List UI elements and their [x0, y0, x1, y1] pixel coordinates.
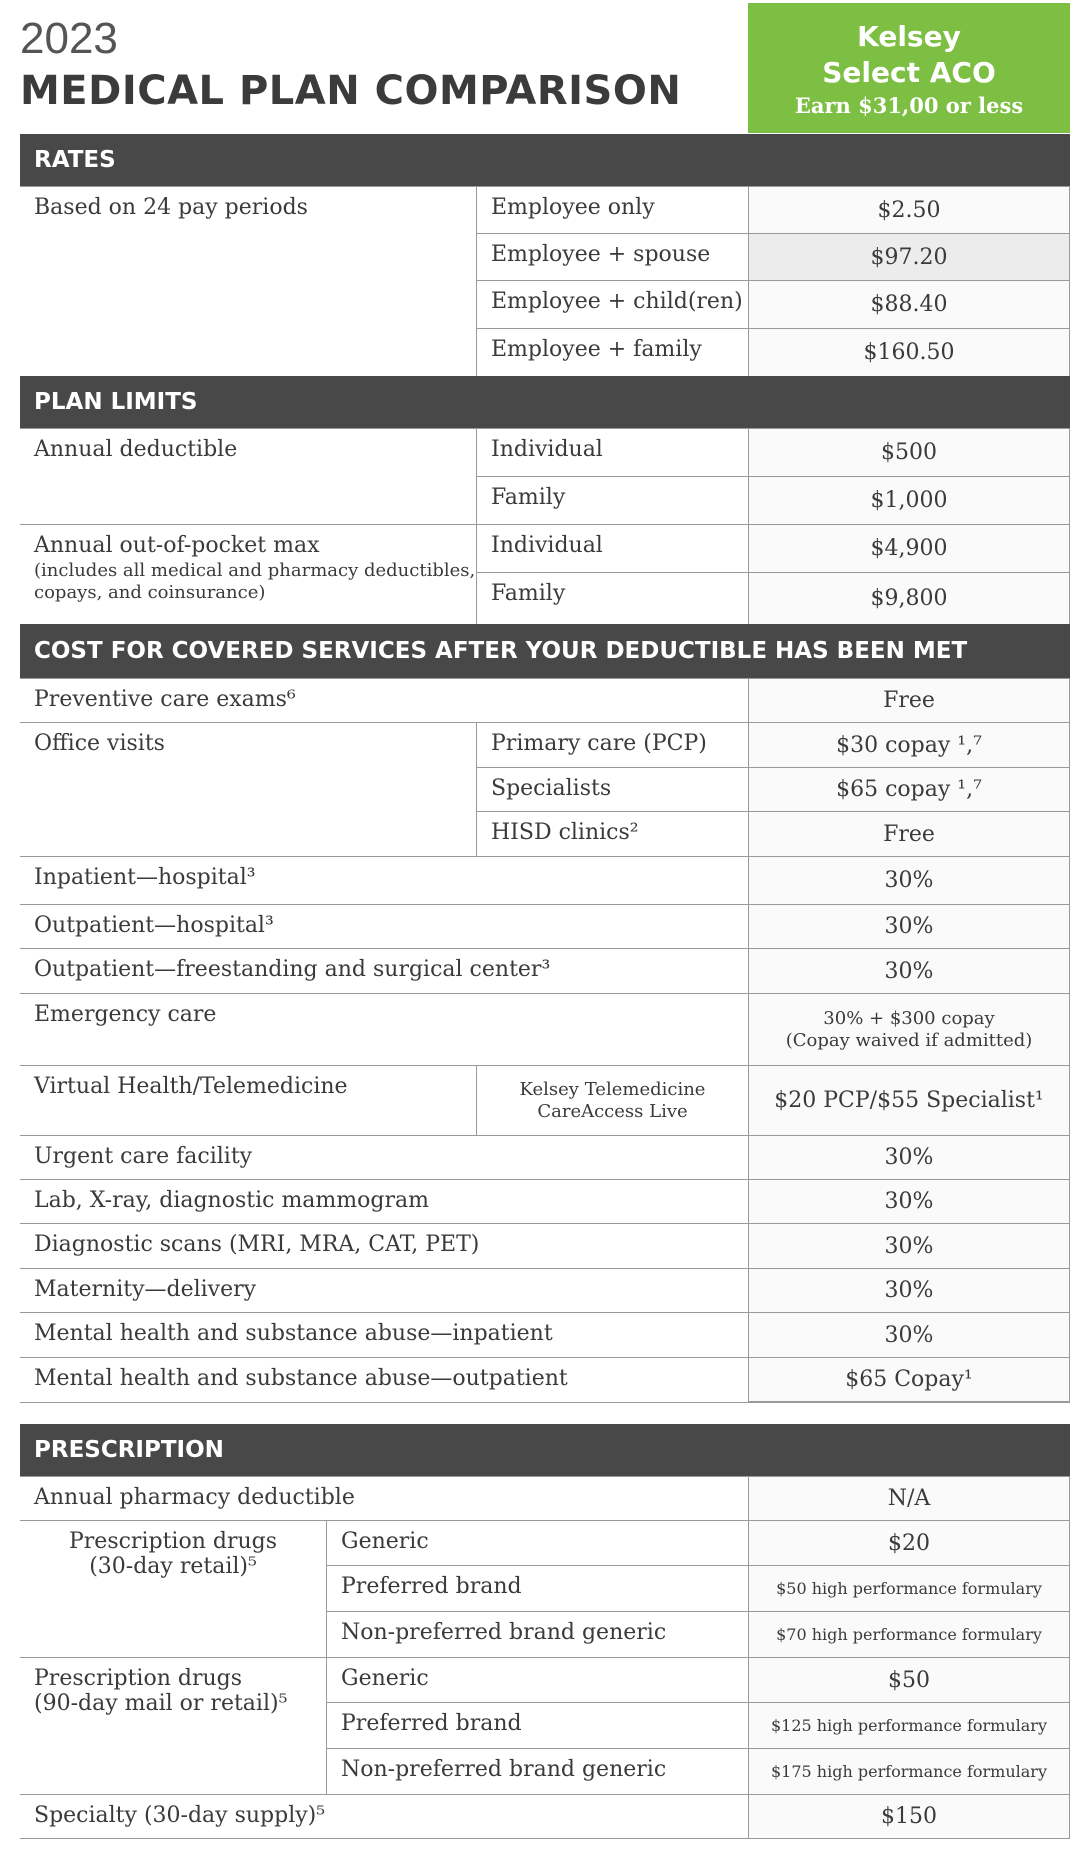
urgent-care-value: 30%	[748, 1135, 1070, 1179]
deductible-individual-label: Individual	[476, 428, 748, 476]
retail-drugs-cell	[20, 1520, 326, 1657]
specialty-value: $150	[748, 1794, 1070, 1839]
outpatient-value: 30%	[748, 904, 1070, 948]
plan-header	[748, 3, 1070, 133]
office-visits-label: Office visits	[20, 722, 476, 856]
office-hisd-label: HISD clinics²	[476, 811, 748, 856]
section-rates	[20, 134, 1070, 186]
covered-bottom-rule	[20, 1402, 1070, 1403]
virtual-health-value: $20 PCP/$55 Specialist¹	[748, 1065, 1070, 1135]
mental-health-inpatient-label: Mental health and substance abuse—inpatient	[20, 1312, 748, 1357]
oop-individual-label: Individual	[476, 524, 748, 572]
emergency-value-line2: (Copay waived if admitted)	[785, 1029, 1033, 1051]
plan-earn-note: Earn $31,00 or less	[794, 93, 1024, 118]
section-prescription	[20, 1424, 1070, 1476]
lab-label: Lab, X-ray, diagnostic mammogram	[20, 1179, 748, 1223]
mail-nonpreferred-label: Non-preferred brand generic	[326, 1748, 748, 1794]
mail-generic-label: Generic	[326, 1657, 748, 1702]
oop-family-value: $9,800	[748, 572, 1070, 624]
pharmacy-deductible-label: Annual pharmacy deductible	[20, 1476, 748, 1520]
virtual-health-sub-line2: CareAccess Live	[537, 1100, 688, 1122]
rate-value-employee-only: $2.50	[748, 186, 1070, 233]
mail-generic-value: $50	[748, 1657, 1070, 1702]
retail-nonpreferred-label: Non-preferred brand generic	[326, 1611, 748, 1657]
retail-drugs-label-line2: (30-day retail)⁵	[89, 1554, 257, 1579]
freestanding-value: 30%	[748, 948, 1070, 993]
year-label: 2023	[20, 14, 118, 63]
section-plan-limits	[20, 376, 1070, 428]
mail-drugs-label-line1: Prescription drugs	[34, 1666, 243, 1691]
scans-label: Diagnostic scans (MRI, MRA, CAT, PET)	[20, 1223, 748, 1268]
oop-family-label: Family	[476, 572, 748, 624]
rate-label-employee-children: Employee + child(ren)	[476, 280, 748, 328]
retail-generic-label: Generic	[326, 1520, 748, 1565]
office-pcp-value: $30 copay ¹,⁷	[748, 722, 1070, 767]
maternity-value: 30%	[748, 1268, 1070, 1312]
plan-name-line1: Kelsey	[857, 20, 961, 53]
emergency-value	[748, 993, 1070, 1065]
retail-drugs-label-line1: Prescription drugs	[68, 1529, 277, 1554]
mail-preferred-label: Preferred brand	[326, 1702, 748, 1748]
specialty-label: Specialty (30-day supply)⁵	[20, 1794, 748, 1839]
scans-value: 30%	[748, 1223, 1070, 1268]
page-title: MEDICAL PLAN COMPARISON	[20, 68, 682, 114]
retail-nonpreferred-value: $70 high performance formulary	[748, 1611, 1070, 1657]
preventive-label: Preventive care exams⁶	[20, 678, 748, 722]
section-covered-services	[20, 624, 1070, 678]
inpatient-value: 30%	[748, 856, 1070, 904]
mail-preferred-value: $125 high performance formulary	[748, 1702, 1070, 1748]
inpatient-label: Inpatient—hospital³	[20, 856, 748, 904]
oop-max-label: Annual out-of-pocket max	[34, 533, 320, 558]
office-hisd-value: Free	[748, 811, 1070, 856]
mail-drugs-label-line2: (90-day mail or retail)⁵	[34, 1691, 288, 1716]
mail-drugs-cell	[20, 1657, 326, 1794]
section-prescription-title: PRESCRIPTION	[34, 1437, 224, 1463]
section-covered-services-title: COST FOR COVERED SERVICES AFTER YOUR DEDUCTIBLE HAS BEEN MET	[34, 638, 968, 664]
lab-value: 30%	[748, 1179, 1070, 1223]
deductible-label: Annual deductible	[20, 428, 476, 524]
outpatient-label: Outpatient—hospital³	[20, 904, 748, 948]
oop-max-note: (includes all medical and pharmacy deductibles, copays, and coinsurance)	[34, 560, 476, 603]
virtual-health-label: Virtual Health/Telemedicine	[20, 1065, 476, 1135]
virtual-health-sub	[476, 1065, 748, 1135]
rate-label-employee-spouse: Employee + spouse	[476, 233, 748, 280]
rate-label-employee-only: Employee only	[476, 186, 748, 233]
section-rates-title: RATES	[34, 147, 116, 173]
oop-max-cell	[20, 524, 476, 624]
emergency-label: Emergency care	[20, 993, 748, 1065]
deductible-family-label: Family	[476, 476, 748, 524]
deductible-family-value: $1,000	[748, 476, 1070, 524]
mental-health-outpatient-label: Mental health and substance abuse—outpatient	[20, 1357, 748, 1402]
oop-individual-value: $4,900	[748, 524, 1070, 572]
mental-health-outpatient-value: $65 Copay¹	[748, 1357, 1070, 1402]
rate-label-employee-family: Employee + family	[476, 328, 748, 376]
pharmacy-deductible-value: N/A	[748, 1476, 1070, 1520]
virtual-health-sub-line1: Kelsey Telemedicine	[519, 1078, 706, 1100]
urgent-care-label: Urgent care facility	[20, 1135, 748, 1179]
section-plan-limits-title: PLAN LIMITS	[34, 389, 198, 415]
rate-value-employee-spouse: $97.20	[748, 233, 1070, 280]
emergency-value-line1: 30% + $300 copay	[823, 1007, 995, 1029]
office-specialists-label: Specialists	[476, 767, 748, 811]
mental-health-inpatient-value: 30%	[748, 1312, 1070, 1357]
freestanding-label: Outpatient—freestanding and surgical center³	[20, 948, 748, 993]
office-pcp-label: Primary care (PCP)	[476, 722, 748, 767]
preventive-value: Free	[748, 678, 1070, 722]
retail-preferred-value: $50 high performance formulary	[748, 1565, 1070, 1611]
mail-nonpreferred-value: $175 high performance formulary	[748, 1748, 1070, 1794]
retail-preferred-label: Preferred brand	[326, 1565, 748, 1611]
retail-generic-value: $20	[748, 1520, 1070, 1565]
rate-value-employee-family: $160.50	[748, 328, 1070, 376]
office-specialists-value: $65 copay ¹,⁷	[748, 767, 1070, 811]
rate-value-employee-children: $88.40	[748, 280, 1070, 328]
plan-name-line2: Select ACO	[822, 56, 996, 89]
deductible-individual-value: $500	[748, 428, 1070, 476]
rates-basis: Based on 24 pay periods	[20, 186, 476, 376]
maternity-label: Maternity—delivery	[20, 1268, 748, 1312]
